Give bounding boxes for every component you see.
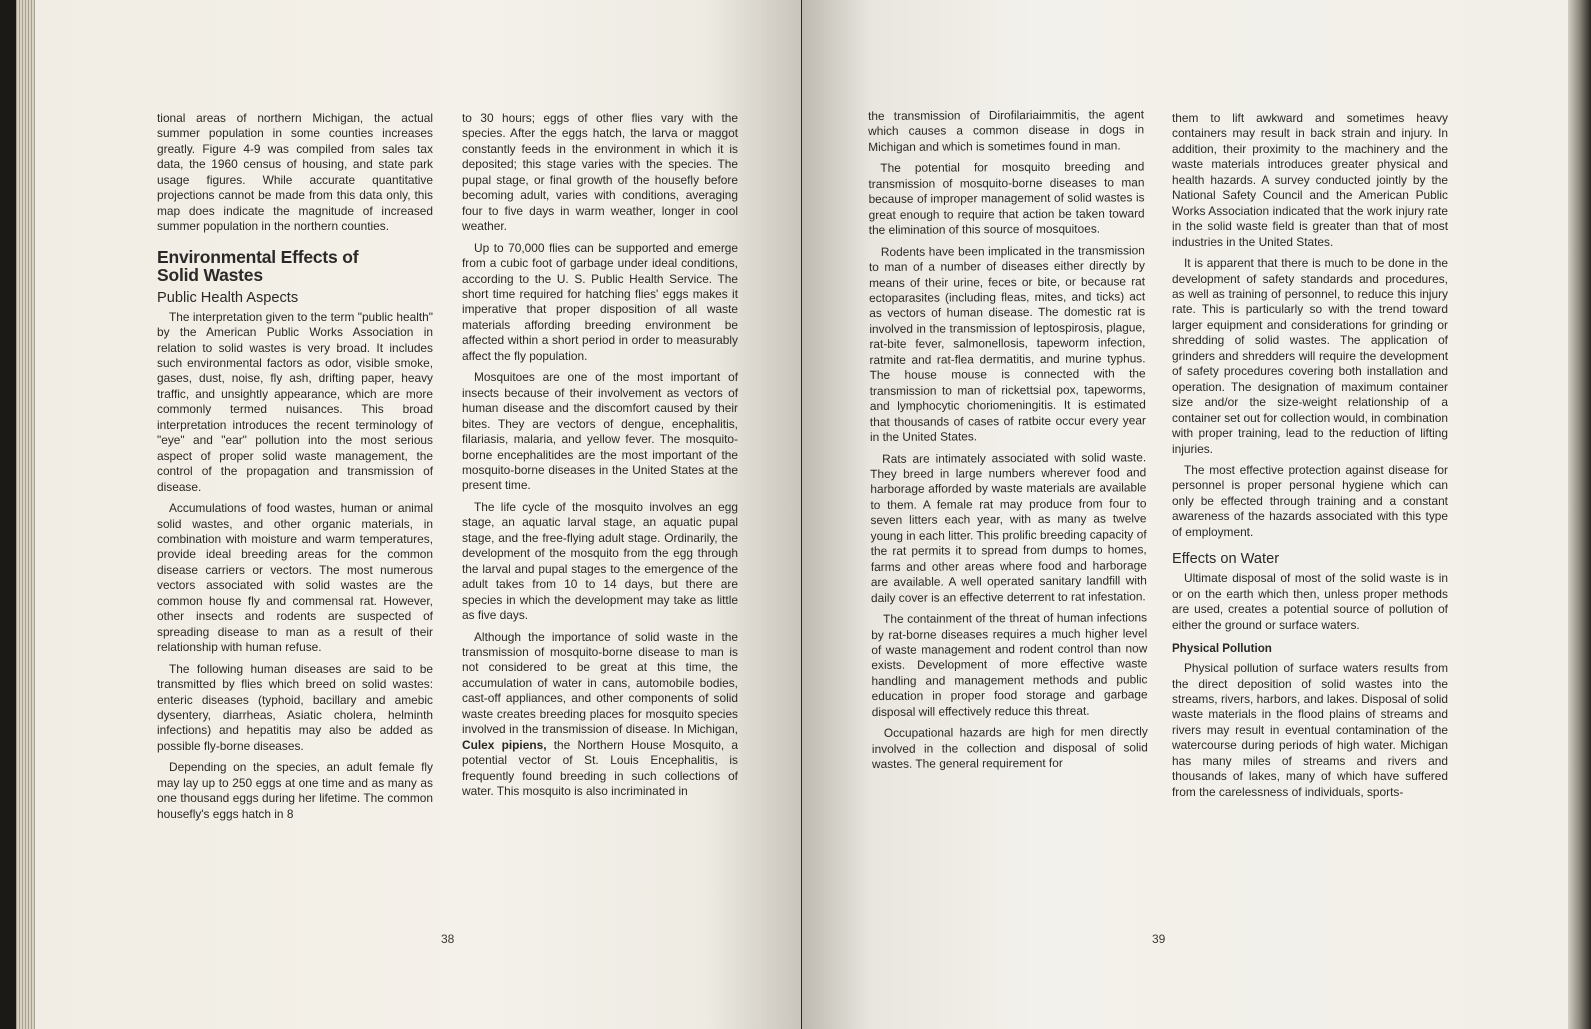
minor-heading: Physical Pollution (1172, 642, 1272, 656)
right-column-1 (868, 107, 1148, 778)
paragraph: The interpretation given to the term "public health" by the American Public Works Association in relation to solid wastes is very broad. It includes such environmental factors as odor, visible smoke, gases, dust, noise, fly ash, drifting paper, heavy traffic, and unsightly appearance, which are more commonly termed nuisances. This broad interpretation introduces the recent terminology of "eye" and "ear" pollution into the most serious aspect of proper solid waste management, the control of the propagation and transmission of disease. (157, 309, 433, 494)
paragraph: tional areas of northern Michigan, the actual summer population in some counties increases greatly. Figure 4-9 was compiled from sales tax data, the 1960 census of housing, and state park usage figures. While accurate quantitative projections cannot be made from this data only, this map does indicate the magnitude of increased summer population in the northern counties. (157, 111, 433, 234)
section-heading: Environmental Effects of Solid Wastes (157, 246, 359, 286)
paragraph: them to lift awkward and sometimes heavy containers may result in back strain and injury. In addition, their proximity to the machinery and the waste materials introduces greater physical and health hazards. A survey conducted jointly by the National Safety Council and the American Public Works Association indicated that the work injury rate in the solid waste field is greater than that of most industries in the United States. (1172, 111, 1448, 249)
paragraph: Accumulations of food wastes, human or animal solid wastes, and other organic materials, in combination with moisture and warm temperatures, provide ideal breeding areas for the common disease carriers or vectors. The most numerous vectors associated with solid wastes are the common house fly and commensal rat. However, other insects and rodents are suspected of spreading disease to man as a result of their relationship with human refuse. (157, 501, 433, 655)
paragraph: Depending on the species, an adult female fly may lay up to 250 eggs at one time and as many as one thousand eggs during her lifetime. The common housefly's eggs hatch in 8 (157, 760, 433, 821)
paragraph: It is apparent that there is much to be done in the development of safety standards and procedures, as well as training of personnel, to reduce this injury rate. This is particularly so with the trend toward larger equipment and considerations for grinding or shredding of solid wastes. The application of grinders and shredders will require the development of safety procedures covering both installation and operation. The designation of maximum container size and/or the size-weight relationship of a container set out for collection would, in combination with proper training, lead to the reduction of lifting injuries. (1172, 256, 1448, 456)
left-column-2 (462, 111, 738, 805)
paragraph: The most effective protection against disease for personnel is proper personal hygiene which can only be effected through training and a constant awareness of the hazards associated with this type of employment. (1172, 462, 1448, 539)
left-page (16, 0, 801, 1029)
paragraph: The life cycle of the mosquito involves an egg stage, an aquatic larval stage, an aquatic pupal stage, and the free-flying adult stage. Ordinarily, the development of the mosquito from the egg through the larval and pupal stages to the emergence of the adult takes from 10 to 14 days, but there are species in which the development may take as little as five days. (462, 499, 738, 623)
paragraph: Mosquitoes are one of the most important of insects because of their involvement as vectors of human disease and the discomfort caused by their bites. They are vectors of dengue, encephalitis, filariasis, malaria, and yellow fever. The mosquito-borne encephalitides are the most important of the mosquito-borne diseases in the United States at the present time. (462, 370, 738, 493)
paragraph: Rodents have been implicated in the transmission to man of a number of diseases either directly by means of their urine, feces or bite, or because rat ectoparasites (including fleas, mites, and ticks) act as vectors of human disease. The domestic rat is involved in the transmission of leptospirosis, plague, rat-bite fever, salmonellosis, tapeworm infection, ratmite and rat-flea dermatitis, and murine typhus. The house mouse is connected with the transmission to man of rickettsial pox, tapeworms, and lymphocytic choriomeningitis. It is estimated that thousands of cases of ratbite occur every year in the United States. (868, 242, 1146, 445)
paragraph: Rats are intimately associated with solid waste. They breed in large numbers wherever food and harborage afforded by waste materials are available to them. A female rat may produce from four to seven litters each year, with as many as twelve young in each litter. This prolific breeding capacity of the rat permits it to spread from dumps to homes, farms and other areas where food and harborage are available. A well operated sanitary landfill with daily cover is an effective deterrent to rat infestation. (870, 449, 1147, 605)
page-number: 38 (441, 932, 455, 946)
paragraph: The containment of the threat of human infections by rat-borne diseases requires a much higher level of waste management and rodent control than now exists. Development of more effective waste handling and management methods and public education in proper food storage and garbage disposal will effectively reduce this threat. (871, 610, 1148, 719)
page-edge-stack (17, 0, 35, 1029)
paragraph: Ultimate disposal of most of the solid waste is in or on the earth which then, unless proper methods are used, creates a potential source of pollution of either the ground or surface waters. (1172, 571, 1448, 632)
right-page-edge (1568, 0, 1591, 1029)
subsection-heading: Public Health Aspects (157, 289, 299, 306)
paragraph (462, 630, 738, 800)
paragraph: Physical pollution of surface waters results from the direct deposition of solid wastes into the streams, rivers, harbors, and lakes. Disposal of solid waste materials in the flood plains of streams and rivers may result in eventual contamination of the watercourse during periods of high water. Michigan has many miles of streams and rivers and thousands of lakes, many of which have suffered from the carelessness of individuals, sports- (1172, 661, 1448, 799)
page-number: 39 (1152, 932, 1166, 946)
paragraph: Up to 70,000 flies can be supported and emerge from a cubic foot of garbage under ideal conditions, according to the U. S. Public Health Service. The short time required for hatching flies' eggs makes it imperative that proper disposition of all waste materials affording breeding environment be affected within a short period in order to measurably affect the fly population. (462, 240, 738, 363)
paragraph: The following human diseases are said to be transmitted by flies which breed on solid wastes: enteric diseases (typhoid, bacillary and amebic dysentery, diarrheas, Asiatic cholera, helminth infections) and hepatitis may also be added as possible fly-borne diseases. (157, 661, 433, 753)
subsection-heading: Effects on Water (1172, 551, 1280, 568)
paragraph: The potential for mosquito breeding and transmission of mosquito-borne diseases to man because of improper management of solid wastes is great enough to require that action be taken toward the elimination of this source of mosquitoes. (868, 159, 1145, 238)
left-column-1 (157, 111, 433, 828)
text-run: the Northern House Mosquito, a potential vector of St. Louis Encephalitis, is frequently found breeding in such collections of water. This mosquito is also incriminated in (462, 737, 738, 799)
paragraph: the transmission of Dirofilariaimmitis, the agent which causes a common disease in dogs in Michigan and which is sometimes found in man. (868, 107, 1145, 154)
right-column-2 (1172, 111, 1448, 806)
paragraph: to 30 hours; eggs of other flies vary with the species. After the eggs hatch, the larva or maggot constantly feeds in the environment in which it is deposited; this stage varies with the species. The pupal stage, or final growth of the housefly before becoming adult, varies with conditions, averaging four to five days in warm weather, longer in cool weather. (462, 111, 738, 234)
text-run: Although the importance of solid waste in the transmission of mosquito-borne disease to man is not considered to be great at this time, the accumulation of water in cans, automobile bodies, cast-off appliances, and other components of solid waste creates breeding places for mosquito species involved in the transmission of disease. In Michigan, (462, 629, 738, 737)
right-page (802, 0, 1570, 1029)
paragraph: Occupational hazards are high for men directly involved in the collection and disposal of solid wastes. The general requirement for (871, 724, 1148, 772)
species-name: Culex pipiens, (462, 737, 547, 752)
